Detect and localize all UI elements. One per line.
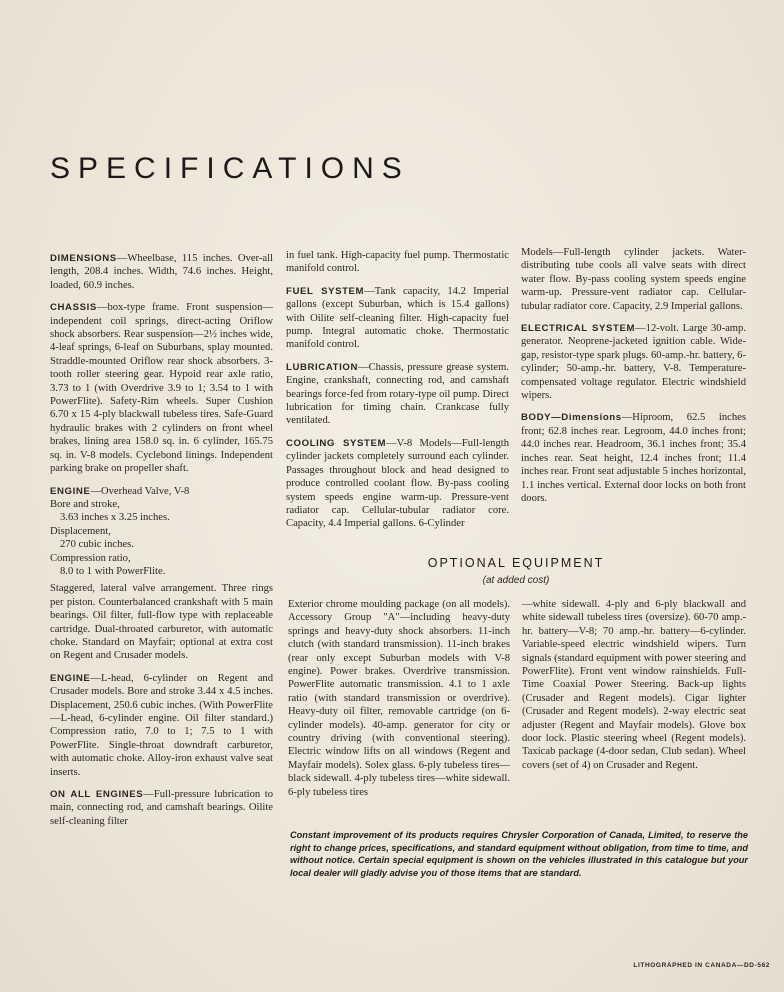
spec-heading: ON ALL ENGINES	[50, 789, 144, 801]
spec-line: 3.63 inches x 3.25 inches.	[60, 512, 170, 524]
column-1	[50, 252, 273, 837]
spec-lubrication	[286, 361, 509, 428]
optional-equipment-title: OPTIONAL EQUIPMENT	[427, 556, 605, 570]
spec-continued: Models—Full-length cylinder jackets. Water-distributing tube cools all valve seats with direct water flow. By-pass cooling system speeds engine warm-up. Pressure-vent radiator cap. Cellular-tubular radiator core. Capacity, 2.9 Imperial gallons.	[521, 247, 746, 312]
spec-text: —box-type frame. Front suspension—independent coil springs, direct-acting Oriflow shock absorbers. Rear suspension—2½ inches wide, 4-leaf springs, 6-leaf on Suburbans, splay mounted. Straddle-mounted Oriflow rear shock absorbers. 3-tooth roller steering gear. Hypoid rear axle ratio, 3.73 to 1 (with Overdrive 3.9 to 1; 3.54 to 1 with PowerFlite). Safety-Rim wheels. Super Cushion 6.70 x 15 4-ply blackwall tubeless tires. Safe-Guard hydraulic brakes with 2 cylinders on front wheel brakes, lining area 158.0 sq. in. 6 cylinder, 165.75 sq. in. V-8 models. Cyclebond linings. Independent parking brake on propeller shaft.	[50, 302, 273, 475]
spec-fuel-system	[286, 285, 509, 352]
spec-engine-v8	[50, 485, 273, 579]
spec-chassis	[50, 301, 273, 475]
spec-engine-l-head	[50, 672, 273, 779]
spec-body	[521, 411, 746, 505]
spec-text: —Hiproom, 62.5 inches front; 62.8 inches rear. Legroom, 44.0 inches front; 44.0 inches rear. Headroom, 36.1 inches front; 35.4 inches rear. Seat height, 12.4 inches front; 11.4 inches rear. Front seat adjustable 5 inches horizontal, 1.1 inches vertical. External door locks on both front doors.	[521, 412, 746, 504]
optional-right-column	[522, 598, 746, 781]
spec-text: —L-head, 6-cylinder on Regent and Crusader models. Bore and stroke 3.44 x 4.5 inches. Displacement, 250.6 cubic inches. (With PowerFlite—L-head, 6-cylinder engine. Oil filter standard.) Compression ratio, 7.0 to 1; 7.5 to 1 with PowerFlite. Single-throat downdraft carburetor, with automatic choke. Alloy-iron exhaust valve seat inserts.	[50, 672, 273, 778]
spec-text: —12-volt. Large 30-amp. generator. Neoprene-jacketed ignition cable. Wide-gap, resistor-type spark plugs. 60-amp.-hr. battery, 6-cylinder; 50-amp.-hr. battery, V-8. Temperature-compensated voltage regulator. Electric windshield wipers.	[521, 323, 746, 402]
spec-heading: COOLING SYSTEM	[286, 437, 387, 449]
spec-text: —Overhead Valve, V-8	[90, 485, 190, 497]
spec-text: —V-8 Models—Full-length cylinder jackets completely surround each cylinder. Passages throughout block and head designed to produce controlled coolant flow. By-pass cooling system speeds engine warm-up. Pressure-vent radiator cap. Cellular-tubular radiator core. Capacity, 4.4 Imperial gallons. 6-Cylinder	[286, 437, 509, 530]
spec-line: Compression ratio,	[50, 552, 131, 564]
column-3	[521, 246, 746, 514]
spec-heading: LUBRICATION	[286, 361, 358, 373]
spec-heading: DIMENSIONS	[50, 253, 117, 264]
page-title: SPECIFICATIONS	[50, 152, 410, 185]
column-2	[286, 249, 509, 540]
spec-text: —Tank capacity, 14.2 Imperial gallons (except Suburban, which is 15.4 gallons) with Oilite self-cleaning filter. High-capacity fuel pump. Integral automatic choke. Thermostatic manifold control.	[286, 285, 509, 351]
optional-left-text: Exterior chrome moulding package (on all models). Accessory Group "A"—including heavy-duty springs and heavy-duty shock absorbers. 11-inch clutch (with standard transmission). 11-inch brakes (rear only except Suburban models with V-8 engine). Power brakes. Overdrive transmission. PowerFlite automatic transmission. 4.1 to 1 axle ratio (with standard transmission or overdrive). Heavy-duty oil filter, removable cartridge (on 6-cylinder models). 40-amp. generator for city or country driving (with conventional steering). Electric window lifts on all windows (Regent and Mayfair models). Solex glass. 6-ply tubeless tires—black sidewall. 4-ply tubeless tires—white sidewall. 6-ply tubeless tires	[288, 599, 510, 798]
spec-line: Displacement,	[50, 525, 111, 537]
spec-electrical-system	[521, 322, 746, 402]
spec-engine-v8-details: Staggered, lateral valve arrangement. Three rings per piston. Counterbalanced crankshaft with 5 main bearings. Oil filter, full-flow type with replaceable cartridge. Dual-throated carburetor, with automatic choke. Standard on Mayfair; optional at extra cost on Regent and Crusader models.	[50, 583, 273, 662]
disclaimer-notice: Constant improvement of its products requires Chrysler Corporation of Canada, Limited, to reserve the right to change prices, specifications, and standard equipment without obligation, from time to time, and without notice. Certain special equipment is shown on the vehicles illustrated in this catalogue but your local dealer will gladly advise you of those items that are standard.	[290, 830, 748, 878]
spec-dimensions	[50, 252, 273, 292]
optional-equipment-subtitle: (at added cost)	[482, 575, 550, 586]
spec-text: —Wheelbase, 115 inches. Over-all length, 208.4 inches. Width, 74.6 inches. Height, loaded, 60.9 inches.	[50, 253, 273, 291]
spec-cooling-system	[286, 437, 509, 531]
footer-imprint: LITHOGRAPHED IN CANADA—DD-562	[633, 962, 770, 969]
spec-on-all-engines	[50, 788, 273, 828]
spec-heading: ENGINE	[50, 485, 91, 497]
spec-continued: in fuel tank. High-capacity fuel pump. Thermostatic manifold control.	[286, 250, 509, 275]
spec-heading: BODY—Dimensions	[521, 412, 622, 424]
spec-text: —Chassis, pressure grease system. Engine, crankshaft, connecting rod, and camshaft bearings force-fed from rotary-type oil pump. Direct lubrication for timing chain. Crankcase fully ventilated.	[286, 361, 509, 427]
spec-line: Bore and stroke,	[50, 498, 120, 510]
spec-heading: ELECTRICAL SYSTEM	[521, 323, 636, 335]
optional-right-text: —white sidewall. 4-ply and 6-ply blackwall and white sidewall tubeless tires (oversize). 60-70 amp.-hr. battery—V-8; 70 amp.-hr. battery—6-cylinder. Variable-speed electric windshield wipers. Turn signals (standard equipment with power steering and PowerFlite). Front vent window rainshields. Full-Time Coaxial Power Steering. Back-up lights (Crusader and Regent models). Cigar lighter (Crusader and Regent models). 2-way electric seat adjuster (Regent and Mayfair models). Glove box door lock. Plastic steering wheel (Regent models). Taxicab package (4-door sedan, Club sedan). Wheel covers (set of 4) on Crusader and Regent.	[522, 599, 746, 771]
spec-heading: FUEL SYSTEM	[286, 285, 365, 297]
spec-line: 270 cubic inches.	[60, 539, 134, 551]
optional-left-column	[288, 598, 510, 808]
spec-text: —Full-pressure lubrication to main, connecting rod, and camshaft bearings. Oilite self-cleaning filter	[50, 789, 273, 827]
spec-heading: ENGINE	[50, 672, 91, 684]
spec-line: 8.0 to 1 with PowerFlite.	[60, 565, 166, 577]
spec-heading: CHASSIS	[50, 302, 97, 314]
